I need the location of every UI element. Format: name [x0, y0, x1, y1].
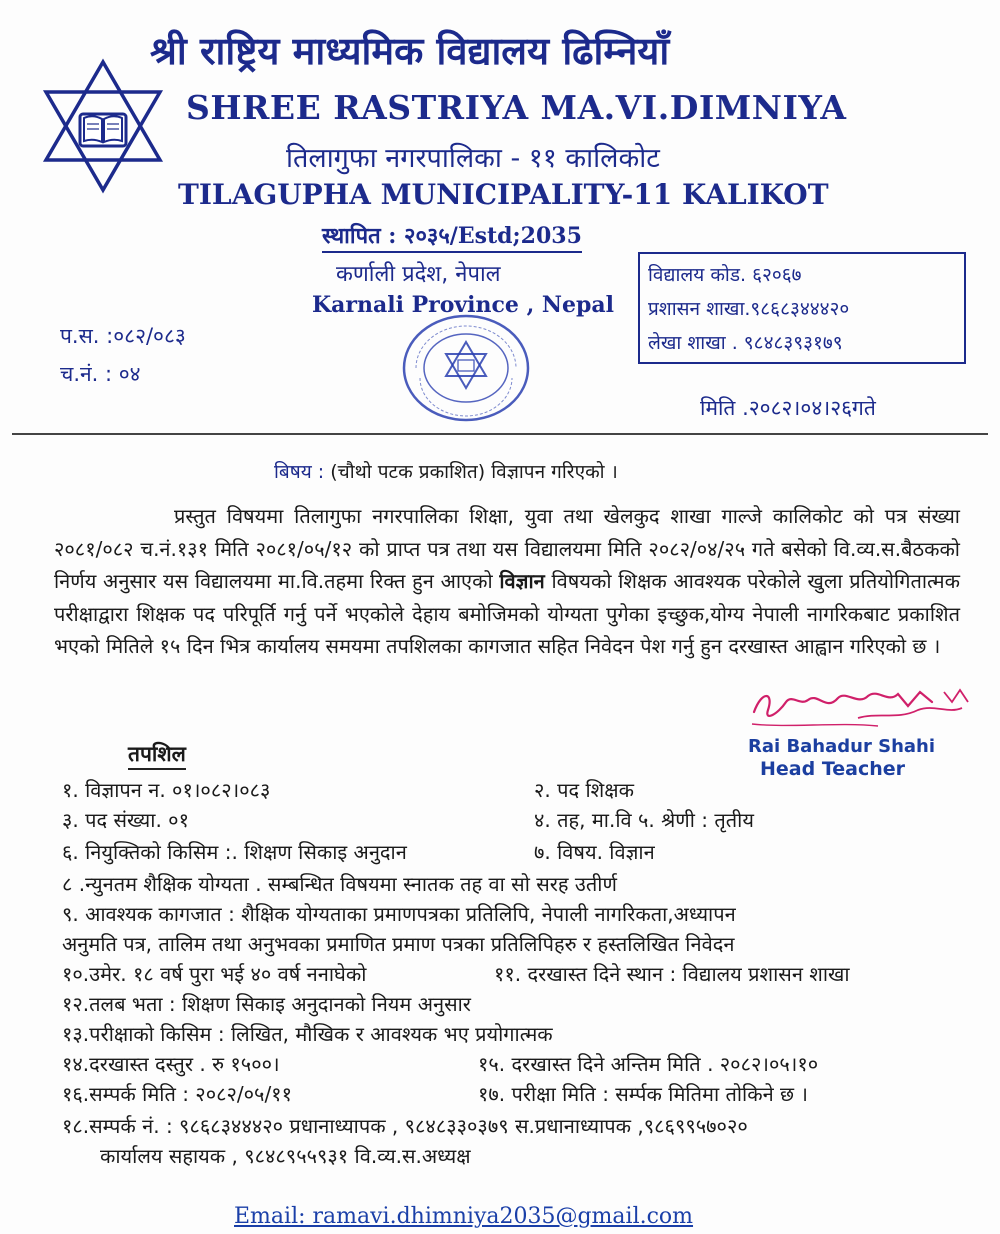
body-part-2: विषयको शिक्षक आवश्यक परेकोले खुला प्रतियोगितात्मक परीक्षाद्वारा शिक्षक पद परिपूर्ति गर्नु पर्ने भएकोले देहाय बमोजिमको योग्यता पुगेका इच्छुक,योग्य नेपाली नागरिकबाट प्रकाशित भएको मितिले १५ दिन भित्र कार्यालय समयमा तपशिलका कागजात सहित निवेदन पेश गर्नु हुन दरखास्त आह्वान गरिएको छ ।	[54, 569, 961, 659]
dispatch-number: च.नं. : ०४	[60, 362, 141, 386]
detail-age: १०.उमेर. १८ वर्ष पुरा भई ४० वर्ष ननाघेको	[62, 962, 367, 986]
detail-application-place: ११. दरखास्त दिने स्थान : विद्यालय प्रशासन शाखा	[494, 962, 850, 986]
municipality-english: TILAGUPHA MUNICIPALITY-11 KALIKOT	[178, 178, 829, 211]
contact-box	[638, 252, 966, 364]
detail-post-count: ३. पद संख्या. ०१	[62, 808, 189, 832]
fiscal-year-reference: प.स. :०८२/०८३	[60, 324, 186, 348]
school-logo-icon	[40, 58, 166, 194]
admin-branch-phone: प्रशासन शाखा.९८६८३४४४२०	[648, 298, 850, 320]
detail-exam-type: १३.परीक्षाको किसिम : लिखित, मौखिक र आवश्यक भए प्रयोगात्मक	[62, 1022, 553, 1046]
detail-required-docs-cont: अनुमति पत्र, तालिम तथा अनुभवका प्रमाणित प्रमाण पत्रका प्रतिलिपिहरु र हस्तलिखित निवेदन	[62, 932, 735, 956]
body-part-1: प्रस्तुत विषयमा तिलागुफा नगरपालिका शिक्षा, युवा तथा खेलकुद शाखा गाल्जे कालिकोट को पत्र संख्या २०८१/०८२ च.नं.१३१ मिति २०८१/०५/१२ को प्राप्त पत्र तथा यस विद्यालयमा मिति २०८२/०४/२५ गते बसेको वि.व्य.स.बैठकको निर्णय अनुसार यस विद्यालयमा मा.वि.तहमा रिक्त हुन आएको	[54, 504, 960, 594]
municipality-nepali: तिलागुफा नगरपालिका - ११ कालिकोट	[286, 143, 660, 174]
detail-salary: १२.तलब भता : शिक्षण सिकाइ अनुदानको नियम अनुसार	[62, 992, 471, 1016]
detail-min-qualification: ८ .न्युनतम शैक्षिक योग्यता . सम्बन्धित विषयमा स्नातक तह वा सो सरह उतीर्ण	[62, 872, 617, 896]
school-name-english: SHREE RASTRIYA MA.VI.DIMNIYA	[186, 88, 847, 127]
detail-advert-no: १. विज्ञापन न. ०१।०८२।०८३	[62, 778, 271, 802]
official-stamp-icon	[400, 312, 532, 424]
email-link[interactable]: Email: ramavi.dhimniya2035@gmail.com	[234, 1204, 694, 1229]
subject-label: बिषय :	[274, 461, 325, 483]
subject-line	[274, 458, 618, 484]
detail-exam-date: १७. परीक्षा मिति : सर्म्पक मितिमा तोकिने छ ।	[478, 1082, 809, 1106]
signatory-title: Head Teacher	[760, 758, 906, 780]
signatory-name: Rai Bahadur Shahi	[748, 736, 936, 757]
detail-contact-numbers-cont: कार्यालय सहायक , ९८४८९५५९३१ वि.व्य.स.अध्यक्ष	[100, 1144, 471, 1168]
detail-subject: ७. विषय. विज्ञान	[534, 840, 655, 864]
header-divider	[12, 433, 988, 435]
body-subject-bold: विज्ञान	[499, 569, 545, 594]
detail-required-docs: ९. आवश्यक कागजात : शैक्षिक योग्यताका प्रमाणपत्रका प्रतिलिपि, नेपाली नागरिकता,अध्यापन	[62, 902, 736, 926]
detail-post: २. पद शिक्षक	[534, 778, 634, 802]
subject-text: (चौथो पटक प्रकाशित) विज्ञापन गरिएको ।	[330, 461, 618, 483]
detail-fee: १४.दरखास्त दस्तुर . रु १५००।	[62, 1052, 280, 1076]
school-code: विद्यालय कोड. ६२०६७	[648, 264, 802, 286]
detail-appointment-type: ६. नियुक्तिको किसिम :. शिक्षण सिकाइ अनुदान	[62, 840, 407, 864]
letter-date: मिति .२०८२।०४।२६गते	[700, 396, 876, 420]
school-name-nepali: श्री राष्ट्रिय माध्यमिक विद्यालय ढिम्नियाँ	[150, 29, 670, 73]
notice-body	[54, 500, 960, 663]
detail-level-class: ४. तह, मा.वि ५. श्रेणी : तृतीय	[534, 808, 754, 832]
province-english: Karnali Province , Nepal	[312, 292, 615, 318]
detail-deadline: १५. दरखास्त दिने अन्तिम मिति . २०८२।०५।१०	[478, 1052, 819, 1076]
established-year: स्थापित : २०३५/Estd;2035	[322, 220, 582, 253]
accounts-branch-phone: लेखा शाखा . ९८४८३९३१७९	[648, 332, 843, 354]
detail-contact-date: १६.सम्पर्क मिति : २०८२/०५/११	[62, 1082, 292, 1106]
details-heading: तपशिल	[128, 740, 186, 770]
signature-icon	[748, 684, 988, 736]
detail-contact-numbers: १८.सम्पर्क नं. : ९८६८३४४४२० प्रधानाध्यापक , ९८४८३३०३७९ स.प्रधानाध्यापक ,९८६९९५७०२०	[62, 1114, 748, 1138]
province-nepali: कर्णाली प्रदेश, नेपाल	[336, 262, 501, 287]
